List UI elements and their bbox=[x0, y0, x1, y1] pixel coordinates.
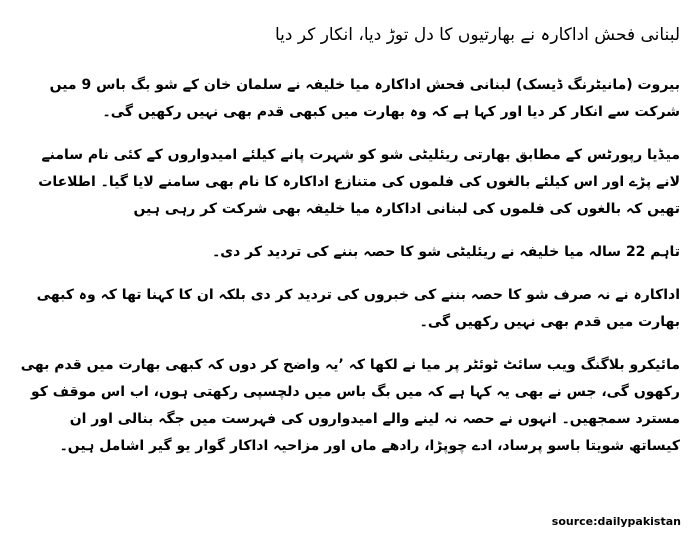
article-headline: لبنانی فحش اداکارہ نے بھارتیوں کا دل توڑ دیا، انکار کر دیا bbox=[274, 25, 680, 45]
source-credit: source:dailypakistan bbox=[551, 515, 681, 528]
paragraph-media-reports: میڈیا رپورٹس کے مطابق بھارتی ریئلیٹی شو کو شہرت پانے کیلئے امیدواروں کے کئی نام سامنے لانے پڑے اور اس کیلئے بالغوں کی فلموں کی متنازع اداکارہ کا نام بھی سامنے لایا گیا۔ اطلاعات تھیں کہ بالغوں کی فلموں کی لبنانی اداکارہ میا خلیفہ بھی شرکت کر رہی ہیں bbox=[38, 147, 680, 217]
paragraph-twitter: مائیکرو بلاگنگ ویب سائٹ ٹوئٹر پر میا نے لکھا کہ ’یہ واضح کر دوں کہ کبھی بھارت میں قدم بھی رکھوں گی، جس نے بھی یہ کہا ہے کہ میں بگ باس میں دلچسپی رکھتی ہوں، اب اس موقف کو مسترد سمجھیں۔ انہوں نے حصہ نہ لینے والے امیدواروں کی فہرست میں جگہ بنالی اور ان کیساتھ شویتا باسو پرساد، ادے چوپڑا، رادھے ماں اور مزاحیہ اداکار گوار یو گیر اشامل ہیں۔ bbox=[20, 357, 680, 454]
paragraph-intro: بیروت (مانیٹرنگ ڈیسک) لبنانی فحش اداکارہ میا خلیفہ نے سلمان خان کے شو بگ باس 9 میں شرکت سے انکار کر دیا اور کہا ہے کہ وہ بھارت میں کبھی قدم بھی نہیں رکھیں گی۔ bbox=[49, 77, 680, 120]
paragraph-denial: تاہم 22 سالہ میا خلیفہ نے ریئلیٹی شو کا حصہ بننے کی تردید کر دی۔ bbox=[212, 244, 680, 260]
article bbox=[18, 22, 680, 476]
paragraph-statement: اداکارہ نے نہ صرف شو کا حصہ بننے کی خبروں کی تردید کر دی بلکہ ان کا کہنا تھا کہ وہ کبھی بھارت میں قدم بھی نہیں رکھیں گی۔ bbox=[36, 287, 680, 330]
